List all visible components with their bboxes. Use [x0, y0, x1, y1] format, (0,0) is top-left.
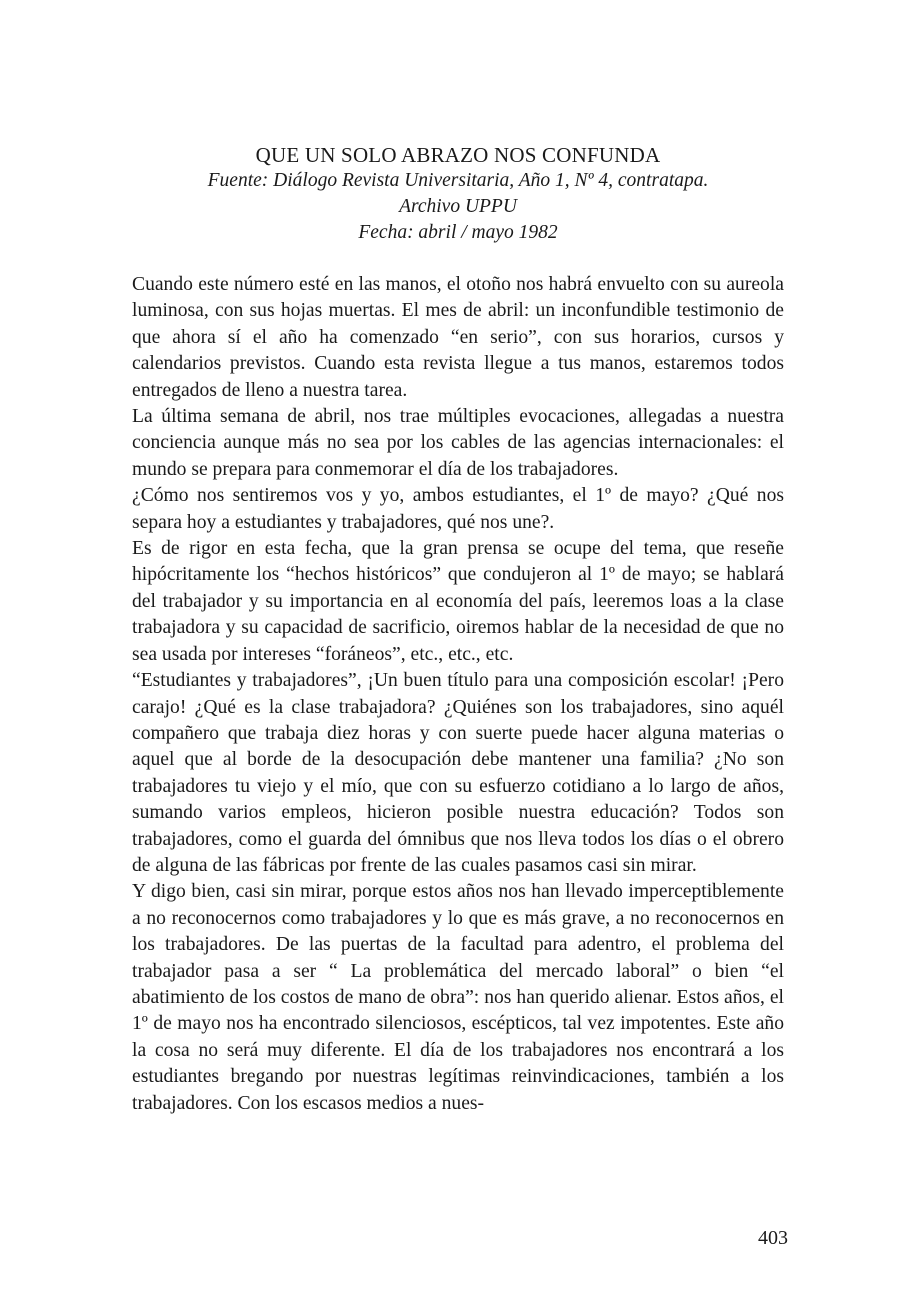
paragraph-1: Cuando este número esté en las manos, el otoño nos habrá envuelto con su aureola luminosa, con sus hojas muertas. El mes de abril: un inconfundible testimonio de que ahora sí el año ha comenzado “en serio”, con sus horarios, cursos y calendarios previstos. Cuando esta revista llegue a tus manos, estaremos todos entregados de lleno a nuestra tarea. [132, 274, 784, 401]
paragraph-6: Y digo bien, casi sin mirar, porque estos años nos han llevado imperceptiblemente a no reconocernos como trabajadores y lo que es más grave, a no reconocernos en los trabajadores. De las puertas de la facultad para adentro, el problema del trabajador pasa a ser “ La problemática del mercado laboral” o bien “el abatimiento de los costos de mano de obra”: nos han querido alienar. Estos años, el 1º de mayo nos ha encontrado silenciosos, escépticos, tal vez impotentes. Este año la cosa no será muy diferente. El día de los trabajadores nos encontrará a los estudiantes bregando por nuestras legítimas reinvindicaciones, también a los trabajadores. Con los escasos medios a nues- [132, 881, 784, 1114]
article-header [0, 142, 916, 246]
archive-line: Archivo UPPU [399, 196, 517, 217]
paragraph-4: Es de rigor en esta fecha, que la gran prensa se ocupe del tema, que reseñe hipócritamente los “hechos históricos” que condujeron al 1º de mayo; se hablará del trabajador y su importancia en al economía del país, leeremos loas a la clase trabajadora y su capacidad de sacrificio, oiremos hablar de la necesidad de que no sea usada por intereses “foráneos”, etc., etc., etc. [132, 538, 784, 665]
page-number: 403 [758, 1227, 788, 1249]
source-line: Fuente: Diálogo Revista Universitaria, Año 1, Nº 4, contratapa. [207, 170, 709, 191]
date-line: Fecha: abril / mayo 1982 [358, 222, 558, 243]
paragraph-3: ¿Cómo nos sentiremos vos y yo, ambos estudiantes, el 1º de mayo? ¿Qué nos separa hoy a estudiantes y trabajadores, qué nos une?. [132, 485, 784, 533]
article-title: QUE UN SOLO ABRAZO NOS CONFUNDA [255, 143, 661, 167]
article-body [132, 272, 784, 1117]
paragraph-5: “Estudiantes y trabajadores”, ¡Un buen título para una composición escolar! ¡Pero carajo! ¿Qué es la clase trabajadora? ¿Quiénes son los trabajadores, sino aquél compañero que trabaja diez horas y con suerte puede hacer alguna materias o aquel que al borde de la desocupación debe mantener una familia? ¿No son trabajadores tu viejo y el mío, que con su esfuerzo cotidiano a lo largo de años, sumando varios empleos, hicieron posible nuestra educación? Todos son trabajadores, como el guarda del ómnibus que nos lleva todos los días o el obrero de alguna de las fábricas por frente de las cuales pasamos casi sin mirar. [132, 670, 784, 876]
paragraph-2: La última semana de abril, nos trae múltiples evocaciones, allegadas a nuestra conciencia aunque más no sea por los cables de las agencias internacionales: el mundo se prepara para conmemorar el día de los trabajadores. [132, 406, 784, 480]
